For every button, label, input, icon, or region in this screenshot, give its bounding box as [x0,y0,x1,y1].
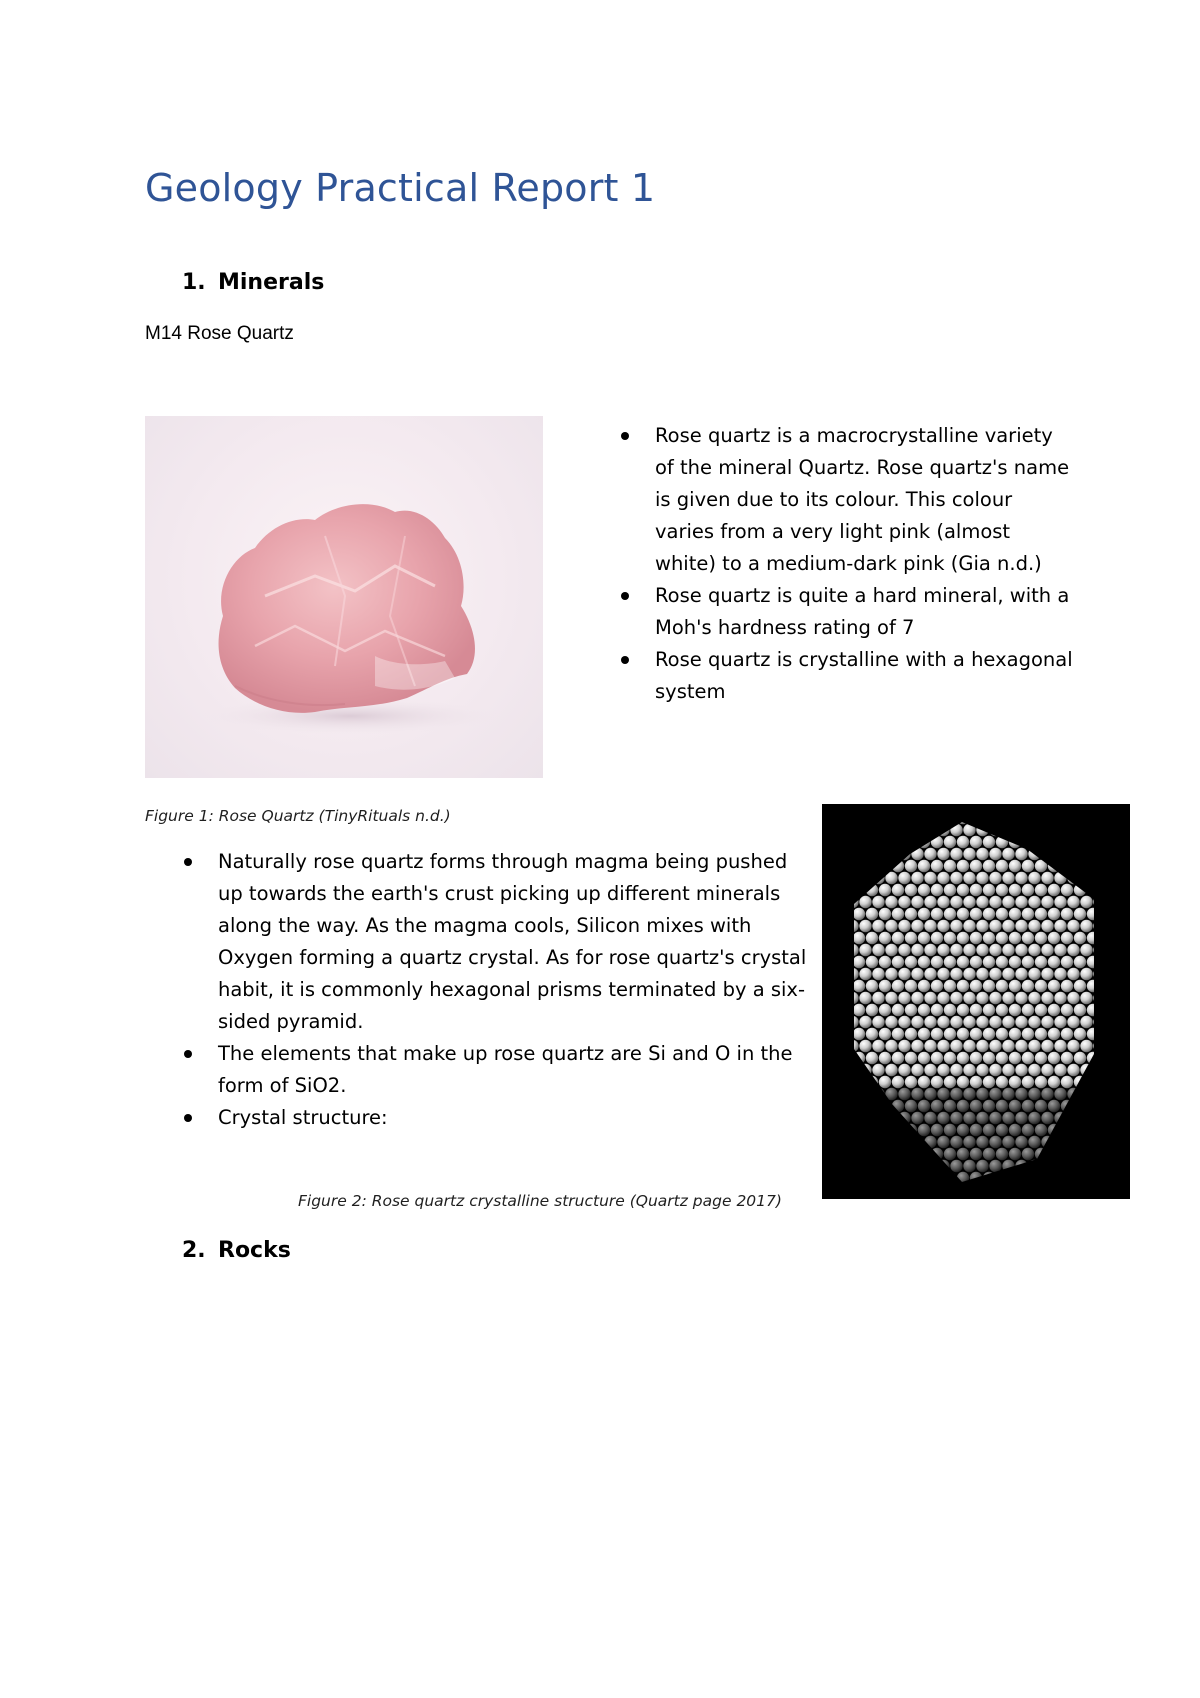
figure-2-caption: Figure 2: Rose quartz crystalline structure (Quartz page 2017) [298,1192,782,1210]
bullet-icon [184,1114,192,1122]
formation-list [218,846,808,1134]
mineral-facts-list [655,420,1075,708]
list-item: The elements that make up rose quartz are Si and O in the form of SiO2. [218,1038,808,1102]
document-title: Geology Practical Report 1 [145,166,656,210]
list-item: Crystal structure: [218,1102,808,1134]
crystal-structure-image [822,804,1130,1199]
rose-quartz-photo [145,416,543,778]
bullet-icon [621,656,629,664]
specimen-label: M14 Rose Quartz [145,323,294,344]
bullet-icon [621,592,629,600]
bullet-icon [621,432,629,440]
section-heading-rocks [182,1238,291,1263]
list-item: Rose quartz is crystalline with a hexagonal system [655,644,1075,708]
list-item: Rose quartz is a macrocrystalline variety of the mineral Quartz. Rose quartz's name is given due to its colour. This colour varies from a very light pink (almost white) to a medium-dark pink (Gia n.d.) [655,420,1075,580]
section-title: Minerals [218,270,325,295]
section-number: 2. [182,1238,206,1263]
bullet-icon [184,1050,192,1058]
figure-1-caption: Figure 1: Rose Quartz (TinyRituals n.d.) [145,807,451,825]
list-item: Rose quartz is quite a hard mineral, with a Moh's hardness rating of 7 [655,580,1075,644]
section-heading-minerals [182,270,324,295]
bullet-icon [184,858,192,866]
list-item: Naturally rose quartz forms through magma being pushed up towards the earth's crust picking up different minerals along the way. As the magma cools, Silicon mixes with Oxygen forming a quartz crystal. As for rose quartz's crystal habit, it is commonly hexagonal prisms terminated by a six-sided pyramid. [218,846,808,1038]
section-title: Rocks [218,1238,291,1263]
section-number: 1. [182,270,206,295]
